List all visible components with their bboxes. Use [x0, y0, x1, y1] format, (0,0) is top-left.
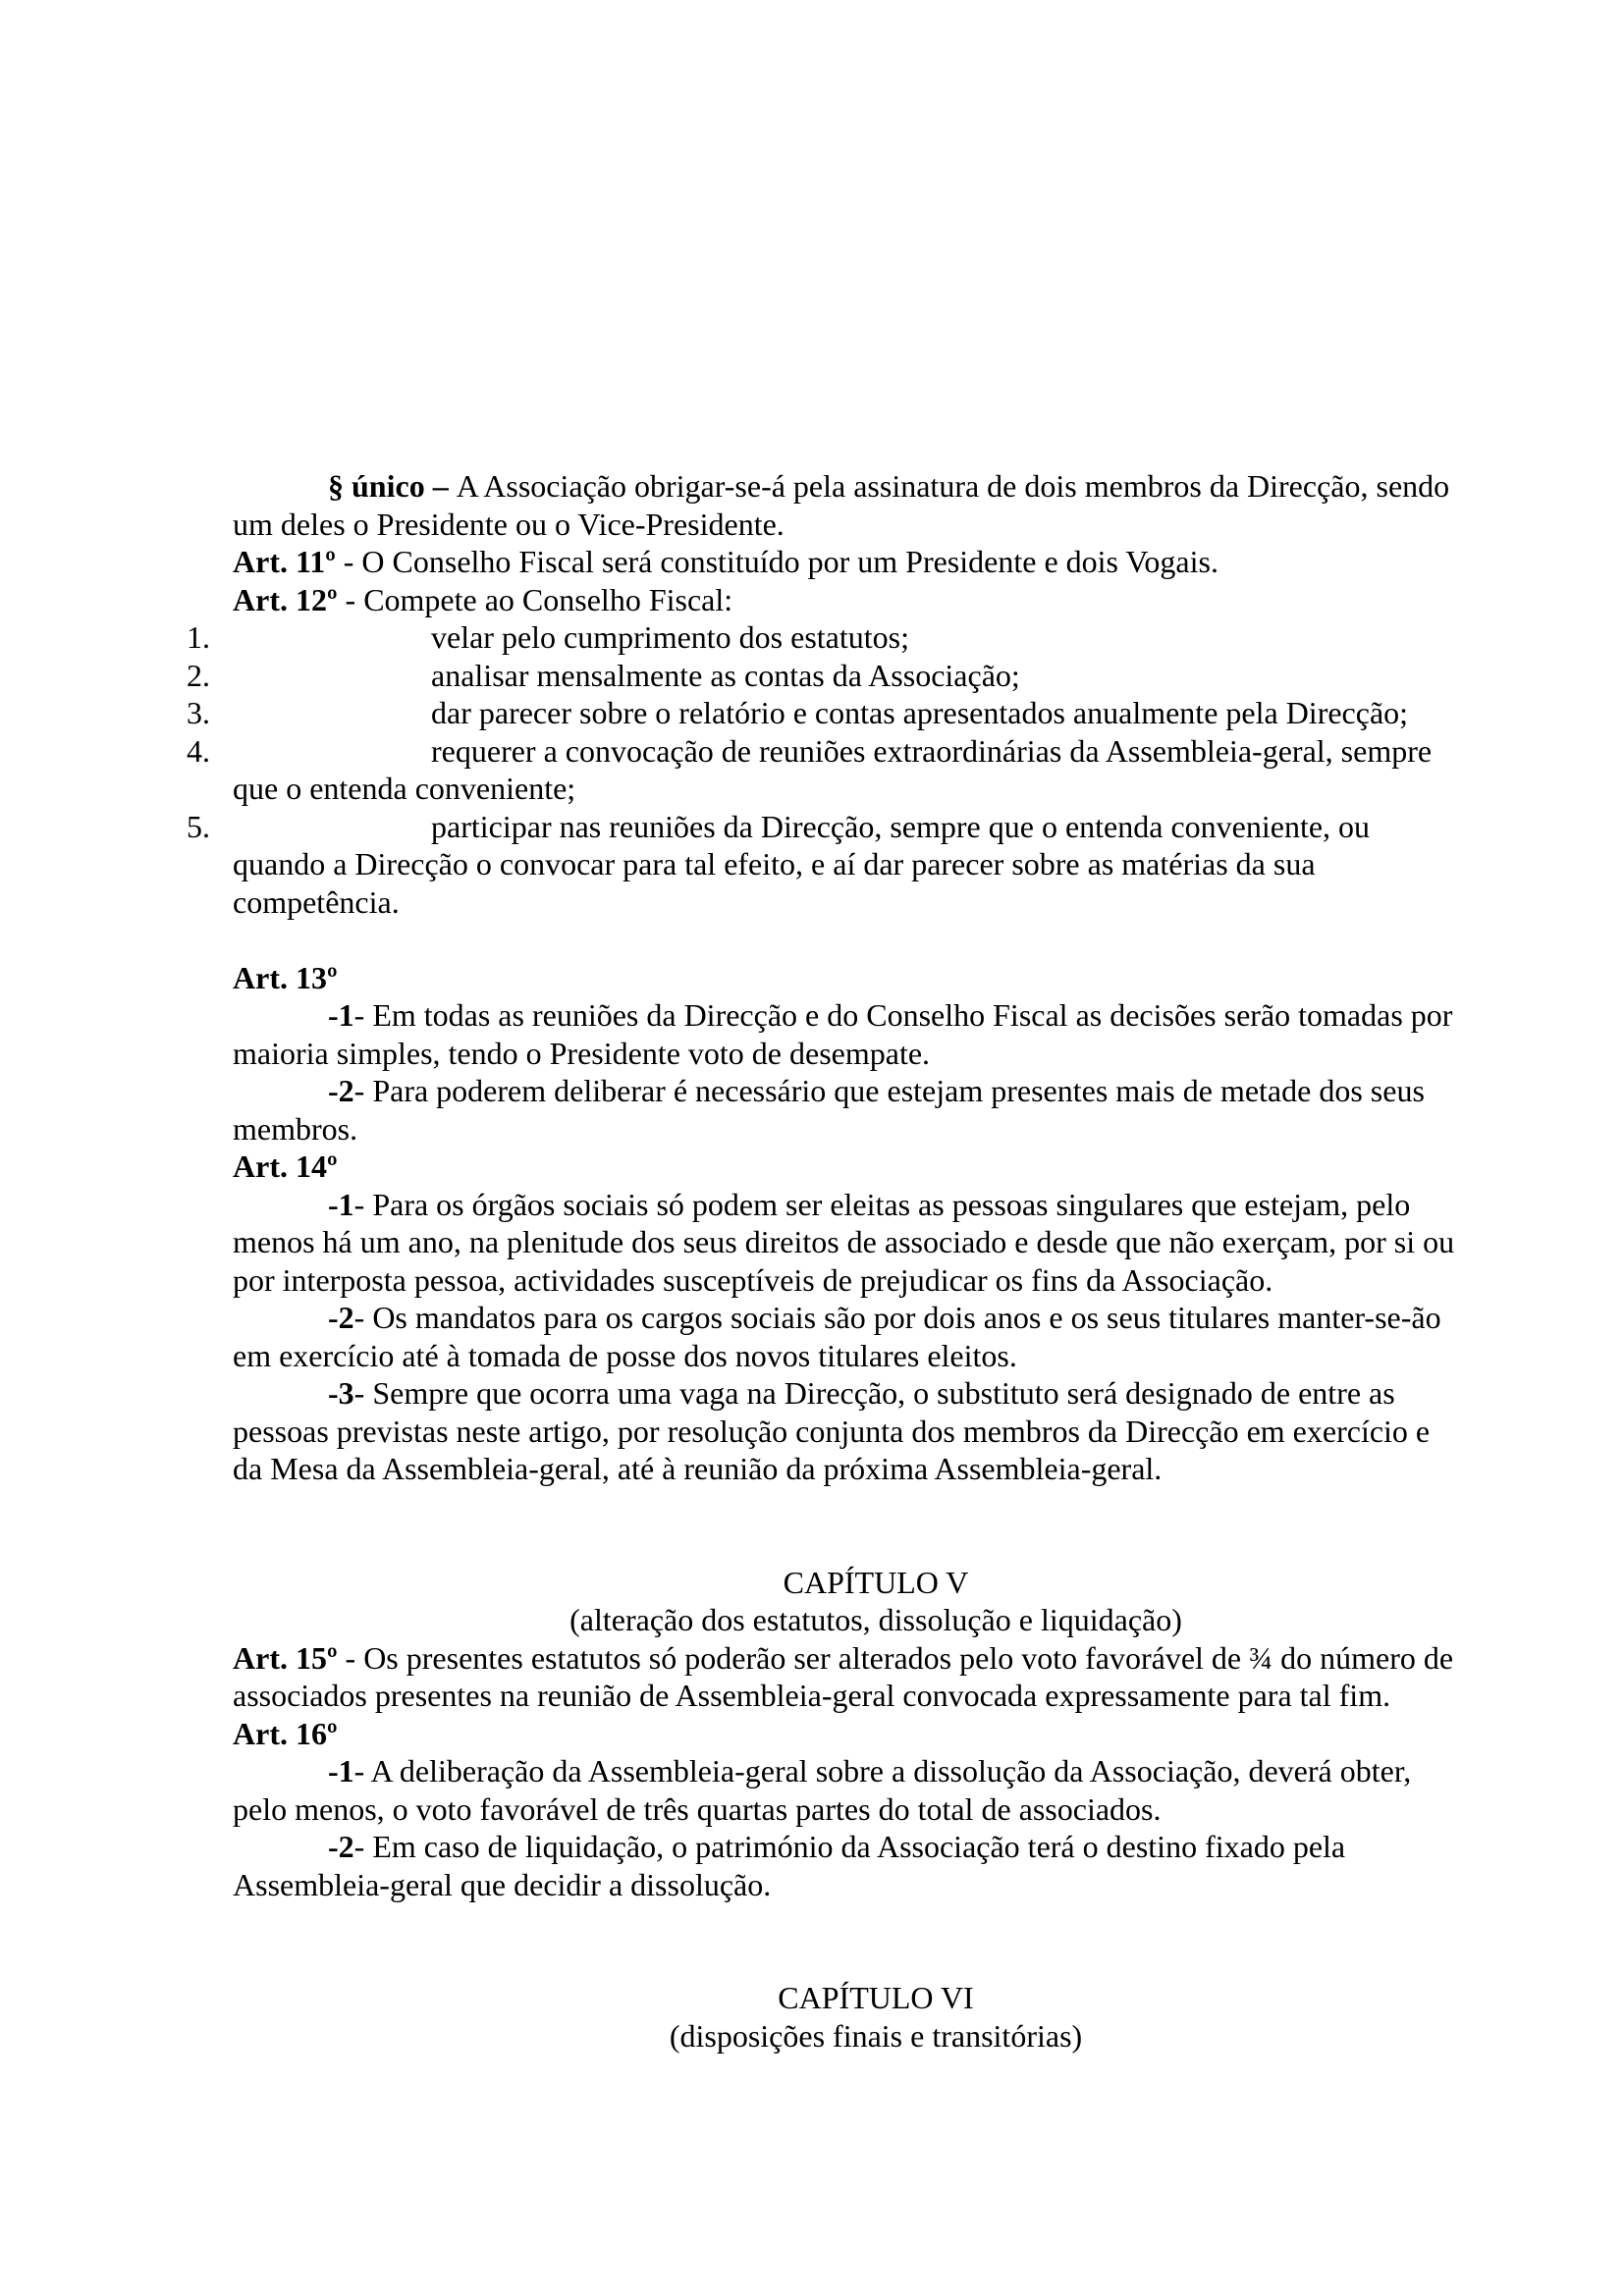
clause-number: -1 — [328, 1186, 354, 1222]
art13-clause-1 — [233, 996, 1519, 1035]
art15-label: Art. 15º — [233, 1639, 338, 1676]
art16-label: Art. 16º — [233, 1715, 338, 1751]
art12-item-4 — [187, 732, 1519, 771]
list-number: 2. — [187, 657, 210, 693]
paragrafo-unico-text: A Associação obrigar-se-á pela assinatura de dois membros da Direcção, sendo — [456, 468, 1450, 504]
art12-item-5-cont-2: competência. — [233, 883, 400, 920]
art12-item-2 — [187, 657, 1519, 695]
art13-heading — [233, 959, 1519, 997]
list-number: 4. — [187, 732, 210, 769]
art12 — [233, 581, 1519, 619]
clause-sep: - — [353, 1829, 373, 1864]
art12-item-1 — [187, 618, 1519, 657]
chapter-5-title: CAPÍTULO V — [783, 1564, 969, 1600]
art14-clause-1 — [233, 1186, 1519, 1224]
chapter-5-subtitle: (alteração dos estatutos, dissolução e liquidação) — [569, 1602, 1182, 1637]
art12-text: - Compete ao Conselho Fiscal: — [337, 581, 733, 617]
art14-clause-3 — [233, 1374, 1519, 1413]
clause-text: Sempre que ocorra uma vaga na Direcção, o substituto será designado de entre as — [372, 1375, 1395, 1411]
art11 — [233, 543, 1519, 581]
clause-sep: - — [353, 1073, 373, 1108]
list-item-text: requerer a convocação de reuniões extraordinárias da Assembleia-geral, sempre — [431, 732, 1433, 769]
art12-item-5-cont-1: quando a Direcção o convocar para tal efeito, e aí dar parecer sobre as matérias da sua — [233, 846, 1316, 881]
art14-clause-2 — [233, 1299, 1519, 1337]
paragrafo-unico-line1 — [233, 467, 1519, 506]
chapter-6-title: CAPÍTULO VI — [778, 1980, 974, 2015]
list-number: 5. — [187, 808, 210, 844]
spacer — [233, 1903, 1519, 1942]
art14-label: Art. 14º — [233, 1148, 338, 1184]
art16-clause-2-cont: Assembleia-geral que decidir a dissolução. — [233, 1866, 772, 1902]
art14-clause-3-cont-1: pessoas previstas neste artigo, por resolução conjunta dos membros da Direcção em exercício e — [233, 1413, 1431, 1449]
spacer — [233, 921, 1519, 959]
clause-text: Para os órgãos sociais só podem ser eleitas as pessoas singulares que estejam, pelo — [372, 1186, 1411, 1222]
list-item-text: analisar mensalmente as contas da Associação; — [431, 657, 1020, 693]
art12-item-5 — [187, 808, 1519, 846]
art14-clause-1-cont-2: por interposta pessoa, actividades susceptíveis de prejudicar os fins da Associação. — [233, 1261, 1273, 1298]
art14-clause-2-cont: em exercício até à tomada de posse dos novos titulares eleitos. — [233, 1337, 1017, 1373]
clause-text: Em todas as reuniões da Direcção e do Conselho Fiscal as decisões serão tomadas por — [372, 997, 1453, 1033]
list-item-text: participar nas reuniões da Direcção, sempre que o entenda conveniente, ou — [431, 808, 1371, 844]
art15-cont: associados presentes na reunião de Assembleia-geral convocada expressamente para tal fim. — [233, 1678, 1391, 1713]
art13-clause-2-cont: membros. — [233, 1110, 358, 1147]
clause-text: Para poderem deliberar é necessário que estejam presentes mais de metade dos seus — [372, 1073, 1425, 1108]
art16-clause-1 — [233, 1752, 1519, 1790]
art12-item-4-cont: que o entenda conveniente; — [233, 771, 576, 806]
paragrafo-unico-label: § único — [328, 468, 425, 504]
clause-number: -2 — [328, 1300, 354, 1335]
list-item-text: velar pelo cumprimento dos estatutos; — [431, 619, 909, 655]
spacer — [233, 1942, 1519, 1980]
clause-text: A deliberação da Assembleia-geral sobre a dissolução da Associação, deverá obter, — [370, 1753, 1412, 1789]
art16-heading — [233, 1715, 1519, 1753]
clause-number: -3 — [328, 1375, 354, 1411]
clause-text: Em caso de liquidação, o património da Associação terá o destino fixado pela — [372, 1829, 1346, 1864]
clause-text: Os mandatos para os cargos sociais são por dois anos e os seus titulares manter-se-ão — [372, 1300, 1441, 1335]
art14-clause-1-cont-1: menos há um ano, na plenitude dos seus direitos de associado e desde que não exerçam, por si ou — [233, 1224, 1455, 1259]
clause-number: -2 — [328, 1073, 354, 1108]
clause-number: -2 — [328, 1829, 354, 1864]
document-body — [187, 467, 1519, 2055]
list-number: 1. — [187, 619, 210, 655]
clause-sep: - — [353, 1300, 373, 1335]
art11-label: Art. 11º — [233, 544, 336, 579]
art12-label: Art. 12º — [233, 581, 338, 617]
clause-sep: - — [353, 1375, 373, 1411]
art15 — [233, 1639, 1519, 1678]
clause-number: -1 — [328, 1753, 354, 1789]
chapter-6-subtitle: (disposições finais e transitórias) — [669, 2017, 1083, 2054]
paragrafo-unico-dash: – — [424, 468, 457, 504]
clause-sep: - — [353, 1753, 371, 1789]
art14-clause-3-cont-2: da Mesa da Assembleia-geral, até à reunião da próxima Assembleia-geral. — [233, 1451, 1163, 1486]
art15-text: - Os presentes estatutos só poderão ser alterados pelo voto favorável de ¾ do número de — [337, 1639, 1454, 1676]
art12-item-3 — [187, 694, 1519, 732]
list-number: 3. — [187, 695, 210, 730]
spacer — [233, 1525, 1519, 1564]
clause-number: -1 — [328, 997, 354, 1033]
paragrafo-unico-line2: um deles o Presidente ou o Vice-Presidente. — [233, 506, 785, 542]
art14-heading — [233, 1148, 1519, 1186]
art11-text: - O Conselho Fiscal será constituído por um Presidente e dois Vogais. — [335, 544, 1218, 579]
clause-sep: - — [353, 997, 373, 1033]
art13-clause-2 — [233, 1072, 1519, 1110]
art13-label: Art. 13º — [233, 959, 338, 995]
clause-sep: - — [353, 1186, 373, 1222]
spacer — [233, 1488, 1519, 1526]
art13-clause-1-cont: maioria simples, tendo o Presidente voto de desempate. — [233, 1035, 931, 1071]
list-item-text: dar parecer sobre o relatório e contas apresentados anualmente pela Direcção; — [431, 695, 1409, 730]
art16-clause-2 — [233, 1828, 1519, 1866]
art16-clause-1-cont: pelo menos, o voto favorável de três quartas partes do total de associados. — [233, 1790, 1162, 1827]
